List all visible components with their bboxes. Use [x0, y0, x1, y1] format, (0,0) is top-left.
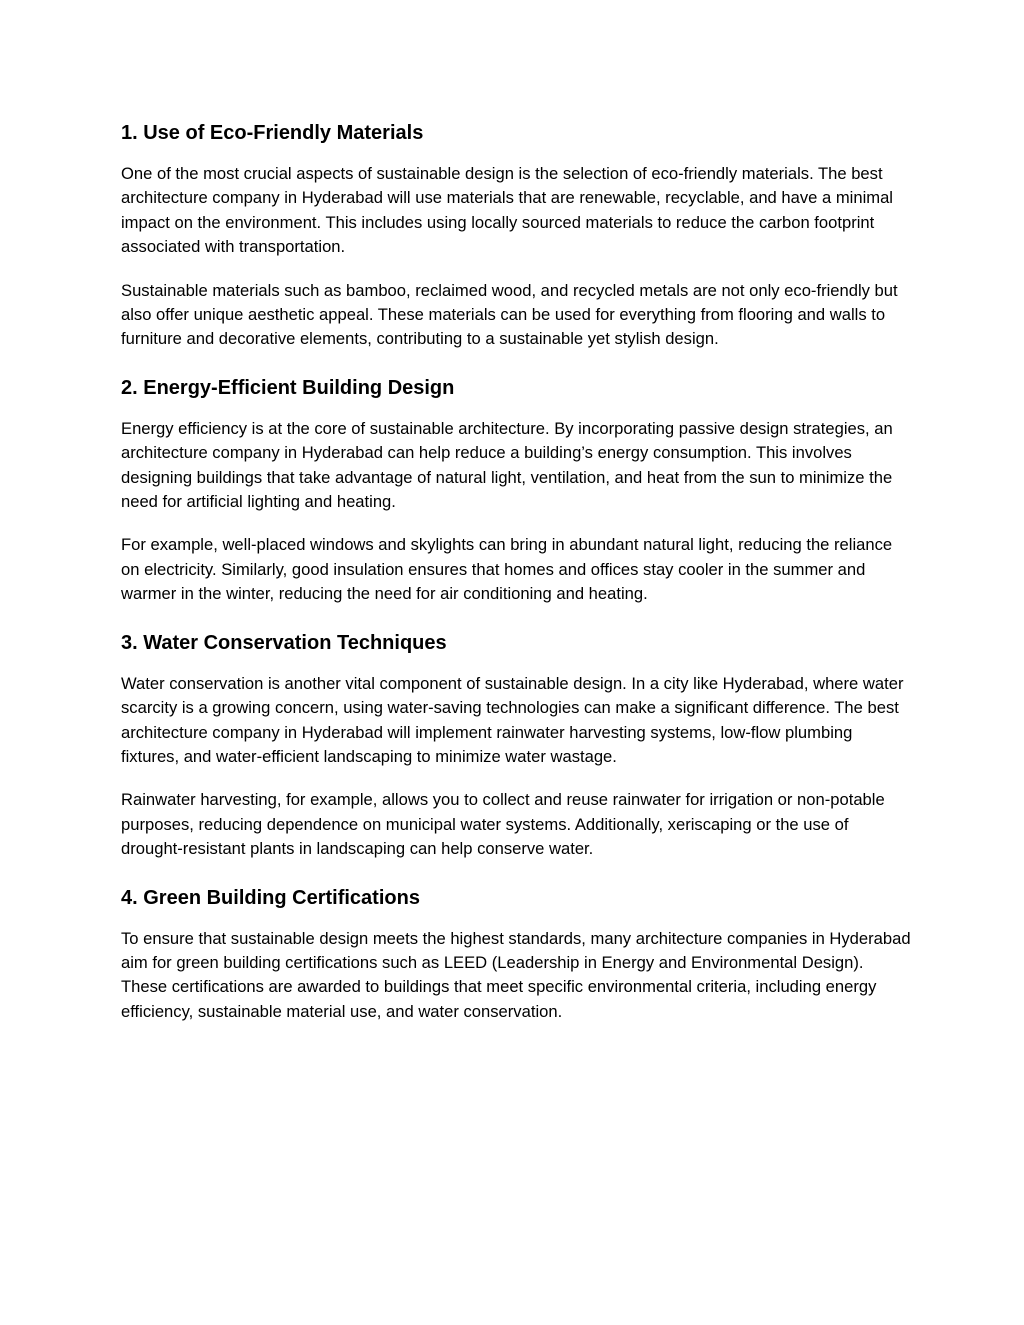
paragraph: To ensure that sustainable design meets the highest standards, many architecture companies in Hyderabad aim for green building certifications such as LEED (Leadership in Energy and Environmental Design). These certifications are awarded to buildings that meet specific environmental criteria, including energy efficiency, sustainable material use, and water conservation. — [121, 928, 911, 1021]
paragraph: For example, well-placed windows and skylights can bring in abundant natural light, reducing the reliance on electricity. Similarly, good insulation ensures that homes and offices stay cooler in the summer and warmer in the winter, reducing the need for air conditioning and heating. — [121, 535, 893, 604]
section-heading: 4. Green Building Certifications — [121, 886, 420, 909]
section-green-certifications — [121, 881, 911, 1025]
paragraph: Rainwater harvesting, for example, allows you to collect and reuse rainwater for irrigation or non-potable purposes, reducing dependence on municipal water systems. Additionally, xeriscaping or the use of drought-resistant plants in landscaping can help conserve water. — [121, 790, 885, 859]
section-heading: 1. Use of Eco-Friendly Materials — [121, 122, 424, 144]
section-heading: 3. Water Conservation Techniques — [121, 631, 447, 654]
section-energy-efficient-design — [121, 371, 911, 607]
section-water-conservation — [121, 626, 911, 862]
paragraph: Sustainable materials such as bamboo, reclaimed wood, and recycled metals are not only eco-friendly but also offer unique aesthetic appeal. These materials can be used for everything from flooring and walls to furniture and decorative elements, contributing to a sustainable yet stylish design. — [121, 280, 898, 349]
document-page — [121, 116, 911, 1043]
paragraph: Water conservation is another vital component of sustainable design. In a city like Hyderabad, where water scarcity is a growing concern, using water-saving technologies can make a significant difference. The best architecture company in Hyderabad will implement rainwater harvesting systems, low-flow plumbing fixtures, and water-efficient landscaping to minimize water wastage. — [121, 673, 904, 766]
paragraph: One of the most crucial aspects of sustainable design is the selection of eco-friendly materials. The best architecture company in Hyderabad will use materials that are renewable, recyclable, and have a minimal impact on the environment. This includes using locally sourced materials to reduce the carbon footprint associated with transportation. — [121, 164, 893, 257]
paragraph: Energy efficiency is at the core of sustainable architecture. By incorporating passive design strategies, an architecture company in Hyderabad can help reduce a building’s energy consumption. This involves designing buildings that take advantage of natural light, ventilation, and heat from the sun to minimize the need for artificial lighting and heating. — [121, 418, 893, 512]
section-heading: 2. Energy-Efficient Building Design — [121, 376, 455, 399]
section-eco-friendly-materials — [121, 116, 911, 352]
